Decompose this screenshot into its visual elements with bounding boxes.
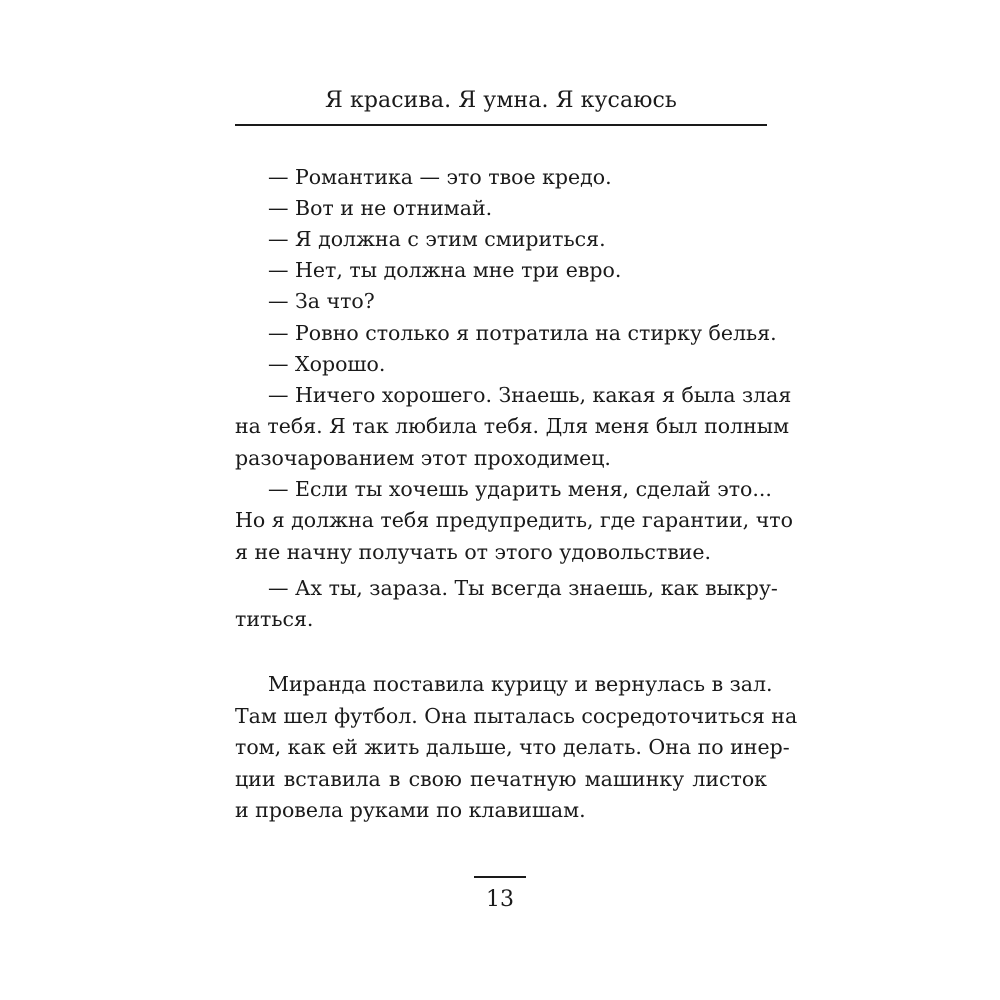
- text-line: — Я должна с этим смириться.: [268, 227, 606, 251]
- text-line: разочарованием этот проходимец.: [235, 446, 611, 470]
- text-line: — Вот и не отнимай.: [268, 196, 493, 220]
- text-line: — За что?: [268, 289, 375, 313]
- text-line: я не начну получать от этого удовольствие.: [235, 540, 712, 564]
- text-line: на тебя. Я так любила тебя. Для меня был полным: [235, 414, 790, 438]
- text-line: — Ничего хорошего. Знаешь, какая я была злая: [268, 383, 792, 407]
- text-line: Там шел футбол. Она пыталась сосредоточиться на: [235, 704, 798, 728]
- text-line: и провела руками по клавишам.: [235, 798, 586, 822]
- text-line: Но я должна тебя предупредить, где гарантии, что: [235, 508, 793, 532]
- text-line: — Романтика — это твое кредо.: [268, 165, 612, 189]
- text-line: ции вставила в свою печатную машинку листок: [235, 767, 767, 791]
- text-line: — Ровно столько я потратила на стирку белья.: [268, 321, 777, 345]
- text-line: — Если ты хочешь ударить меня, сделай это...: [268, 477, 772, 501]
- text-line: Миранда поставила курицу и вернулась в зал.: [268, 672, 773, 696]
- text-line: — Нет, ты должна мне три евро.: [268, 258, 622, 282]
- text-line: титься.: [235, 607, 314, 631]
- page-number: 13: [486, 887, 514, 912]
- text-line: — Ах ты, зараза. Ты всегда знаешь, как выкру-: [268, 576, 778, 600]
- text-line: том, как ей жить дальше, что делать. Она по инер-: [235, 735, 790, 759]
- header-rule: [235, 124, 767, 126]
- text-line: — Хорошо.: [268, 352, 386, 376]
- running-head: Я красива. Я умна. Я кусаюсь: [325, 88, 677, 113]
- footer-rule: [474, 876, 526, 878]
